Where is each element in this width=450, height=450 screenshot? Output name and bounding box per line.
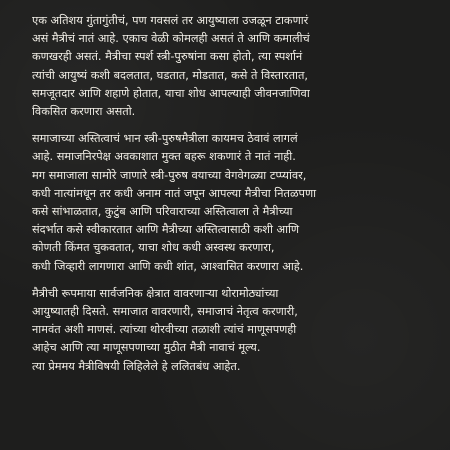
text-line: आहे. समाजनिरपेक्ष अवकाशात मुक्त बहरू शकणारं ते नातं नाही. <box>32 150 296 164</box>
text-line: असं मैत्रीचं नातं आहे. एकाच वेळी कोमलही असतं ते आणि कमालीचं <box>32 32 310 46</box>
text-line: कधी नात्यांमधून तर कधी अनाम नातं जपून आपल्या मैत्रीचा नितळपणा <box>32 186 317 200</box>
text-line: कसे सांभाळतात, कुटुंब आणि परिवाराच्या अस्तित्वाला ते मैत्रीच्या <box>32 205 293 219</box>
text-line: त्यांची आयुष्यं कशी बदलतात, घडतात, मोडतात, कसे ते विस्तारतात, <box>32 68 309 82</box>
blurb-text <box>32 12 430 385</box>
text-line: संदर्भात कसे स्वीकारतात आणि मैत्रीच्या अस्तित्वासाठी कशी आणि <box>32 223 300 237</box>
text-line: कोणती किंमत चुकवतात, याचा शोध कधी अस्वस्थ करणारा, <box>32 241 275 255</box>
paragraph-2 <box>32 130 430 276</box>
text-line: त्या प्रेममय मैत्रीविषयी लिहिलेले हे ललितबंध आहेत. <box>32 359 241 373</box>
text-line: एक अतिशय गुंतागुंतीचं, पण गवसलं तर आयुष्याला उजळून टाकणारं <box>32 14 309 27</box>
text-line: कधी जिव्हारी लागणारा आणि कधी शांत, आश्वासित करणारा आहे. <box>32 259 304 273</box>
paragraph-1 <box>32 12 430 121</box>
text-line: आहेच आणि त्या माणूसपणाच्या मुठीत मैत्री नावाचं मूल्य. <box>32 341 261 355</box>
text-line: कणखरही असतं. मैत्रीचा स्पर्श स्त्री-पुरुषांना कसा होतो, त्या स्पर्शानं <box>32 50 303 64</box>
text-line: मग समाजाला सामोरे जाणारे स्त्री-पुरुष वयाच्या वेगवेगळ्या टप्प्यांवर, <box>32 168 307 182</box>
text-line: मैत्रीची रूपमाया सार्वजनिक क्षेत्रात वावरणाऱ्या थोरामोठ्यांच्या <box>32 286 279 300</box>
text-line: नामवंत अशी माणसं. त्यांच्या थोरवीच्या तळाशी त्यांचं माणूसपणही <box>32 323 297 337</box>
text-line: आयुष्यातही दिसते. समाजात वावरणारी, समाजाचं नेतृत्व करणारी, <box>32 305 298 319</box>
text-line: समजूतदार आणि शहाणे होतात, याचा शोध आपल्याही जीवनजाणिवा <box>32 86 310 100</box>
paragraph-3 <box>32 285 430 376</box>
text-line: समाजाच्या अस्तित्वाचं भान स्त्री-पुरुषमैत्रीला कायमच ठेवावं लागलं <box>32 132 298 146</box>
text-line: विकसित करणारा असतो. <box>32 105 136 119</box>
